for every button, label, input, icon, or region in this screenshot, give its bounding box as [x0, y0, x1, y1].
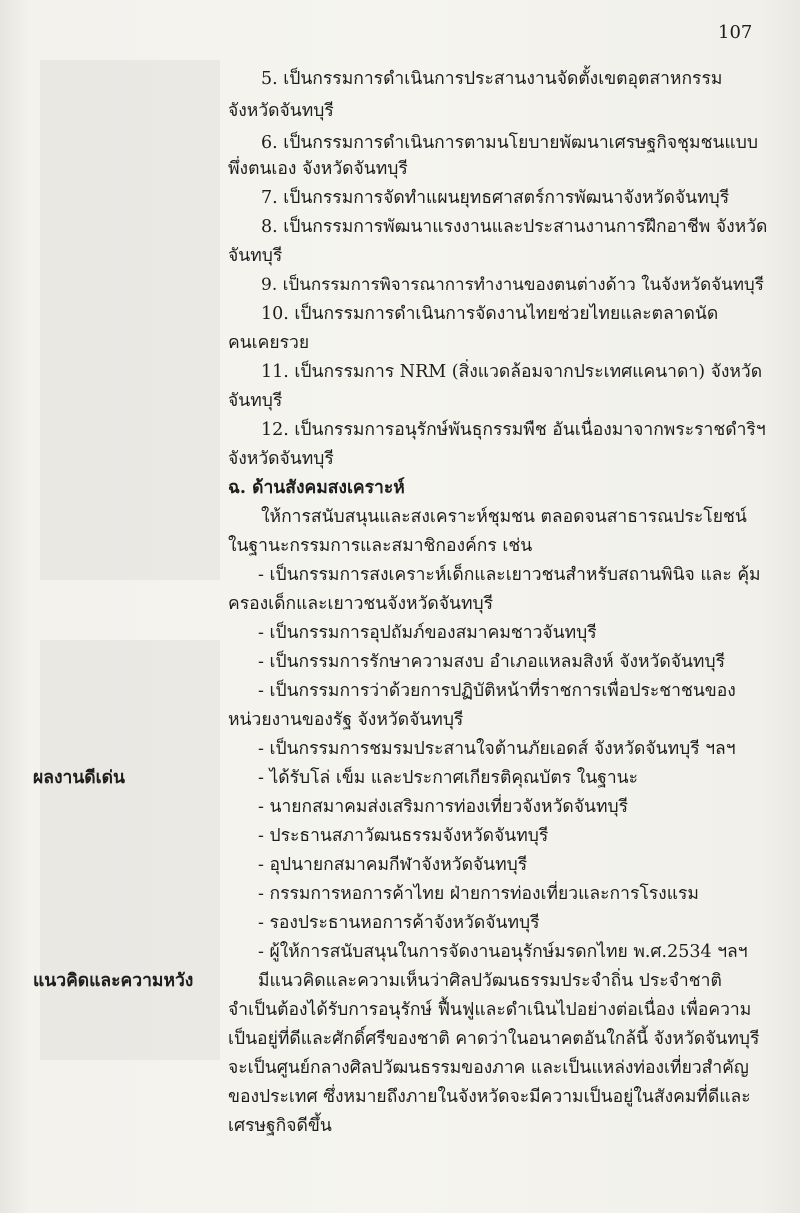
text-line: 12. เป็นกรรมการอนุรักษ์พันธุกรรมพืช อันเนื่องมาจากพระราชดำริฯ: [261, 420, 766, 440]
text-line: จังหวัดจันทบุรี: [228, 449, 334, 469]
bleed-through-shadow: [40, 60, 220, 580]
text-line: 9. เป็นกรรมการพิจารณาการทำงานของตนต่างด้าว ในจังหวัดจันทบุรี: [261, 275, 764, 295]
side-label-vision: แนวคิดและความหวัง: [33, 971, 194, 991]
text-line: 6. เป็นกรรมการดำเนินการตามนโยบายพัฒนาเศรษฐกิจชุมชนแบบ: [261, 133, 758, 153]
text-line: 11. เป็นกรรมการ NRM (สิ่งแวดล้อมจากประเทศแคนาดา) จังหวัด: [261, 362, 763, 382]
section-heading: ฉ. ด้านสังคมสงเคราะห์: [228, 478, 405, 498]
text-line: - เป็นกรรมการสงเคราะห์เด็กและเยาวชนสำหรับสถานพินิจ และ คุ้ม: [258, 565, 761, 585]
bleed-through-shadow: [40, 640, 220, 1060]
text-line: - ผู้ให้การสนับสนุนในการจัดงานอนุรักษ์มรดกไทย พ.ศ.2534 ฯลฯ: [258, 942, 748, 962]
text-line: - ประธานสภาวัฒนธรรมจังหวัดจันทบุรี: [258, 826, 549, 846]
side-label-achievements: ผลงานดีเด่น: [33, 768, 125, 788]
text-line: - เป็นกรรมการว่าด้วยการปฏิบัติหน้าที่ราชการเพื่อประชาชนของ: [258, 681, 736, 701]
text-line: จันทบุรี: [228, 246, 283, 266]
text-line: - เป็นกรรมการอุปถัมภ์ของสมาคมชาวจันทบุรี: [258, 623, 597, 643]
text-line: 7. เป็นกรรมการจัดทำแผนยุทธศาสตร์การพัฒนาจังหวัดจันทบุรี: [261, 188, 730, 208]
text-line: 10. เป็นกรรมการดำเนินการจัดงานไทยช่วยไทยและตลาดนัด: [261, 304, 719, 324]
text-line: - รองประธานหอการค้าจังหวัดจันทบุรี: [258, 913, 540, 933]
text-line: จะเป็นศูนย์กลางศิลปวัฒนธรรมของภาค และเป็นแหล่งท่องเที่ยวสำคัญ: [228, 1058, 749, 1078]
text-line: ในฐานะกรรมการและสมาชิกองค์กร เช่น: [228, 536, 533, 556]
text-line: มีแนวคิดและความเห็นว่าศิลปวัฒนธรรมประจำถิ่น ประจำชาติ: [258, 971, 722, 991]
text-line: - นายกสมาคมส่งเสริมการท่องเที่ยวจังหวัดจันทบุรี: [258, 797, 629, 817]
page-number: 107: [718, 22, 753, 43]
text-line: เศรษฐกิจดีขึ้น: [228, 1116, 332, 1136]
text-line: ให้การสนับสนุนและสงเคราะห์ชุมชน ตลอดจนสาธารณประโยชน์: [261, 507, 747, 527]
text-line: - ได้รับโล่ เข็ม และประกาศเกียรติคุณบัตร ในฐานะ: [258, 768, 639, 788]
text-line: 8. เป็นกรรมการพัฒนาแรงงานและประสานงานการฝึกอาชีพ จังหวัด: [261, 217, 768, 237]
text-line: หน่วยงานของรัฐ จังหวัดจันทบุรี: [228, 710, 464, 730]
text-line: จันทบุรี: [228, 391, 283, 411]
text-line: 5. เป็นกรรมการดำเนินการประสานงานจัดตั้งเขตอุตสาหกรรม: [261, 69, 723, 89]
text-line: พึ่งตนเอง จังหวัดจันทบุรี: [228, 159, 408, 179]
text-line: จำเป็นต้องได้รับการอนุรักษ์ ฟื้นฟูและดำเนินไปอย่างต่อเนื่อง เพื่อความ: [228, 1000, 752, 1020]
text-line: ของประเทศ ซึ่งหมายถึงภายในจังหวัดจะมีความเป็นอยู่ในสังคมที่ดีและ: [228, 1087, 751, 1107]
text-line: - เป็นกรรมการรักษาความสงบ อำเภอแหลมสิงห์ จังหวัดจันทบุรี: [258, 652, 725, 672]
text-line: จังหวัดจันทบุรี: [228, 101, 334, 121]
text-line: - กรรมการหอการค้าไทย ฝ่ายการท่องเที่ยวและการโรงแรม: [258, 884, 699, 904]
text-line: - อุปนายกสมาคมกีฬาจังหวัดจันทบุรี: [258, 855, 528, 875]
text-line: คนเคยรวย: [228, 333, 310, 353]
text-line: เป็นอยู่ที่ดีและศักดิ์ศรีของชาติ คาดว่าในอนาคตอันใกล้นี้ จังหวัดจันทบุรี: [228, 1029, 760, 1049]
text-line: - เป็นกรรมการชมรมประสานใจต้านภัยเอดส์ จังหวัดจันทบุรี ฯลฯ: [258, 739, 736, 759]
text-line: ครองเด็กและเยาวชนจังหวัดจันทบุรี: [228, 594, 494, 614]
